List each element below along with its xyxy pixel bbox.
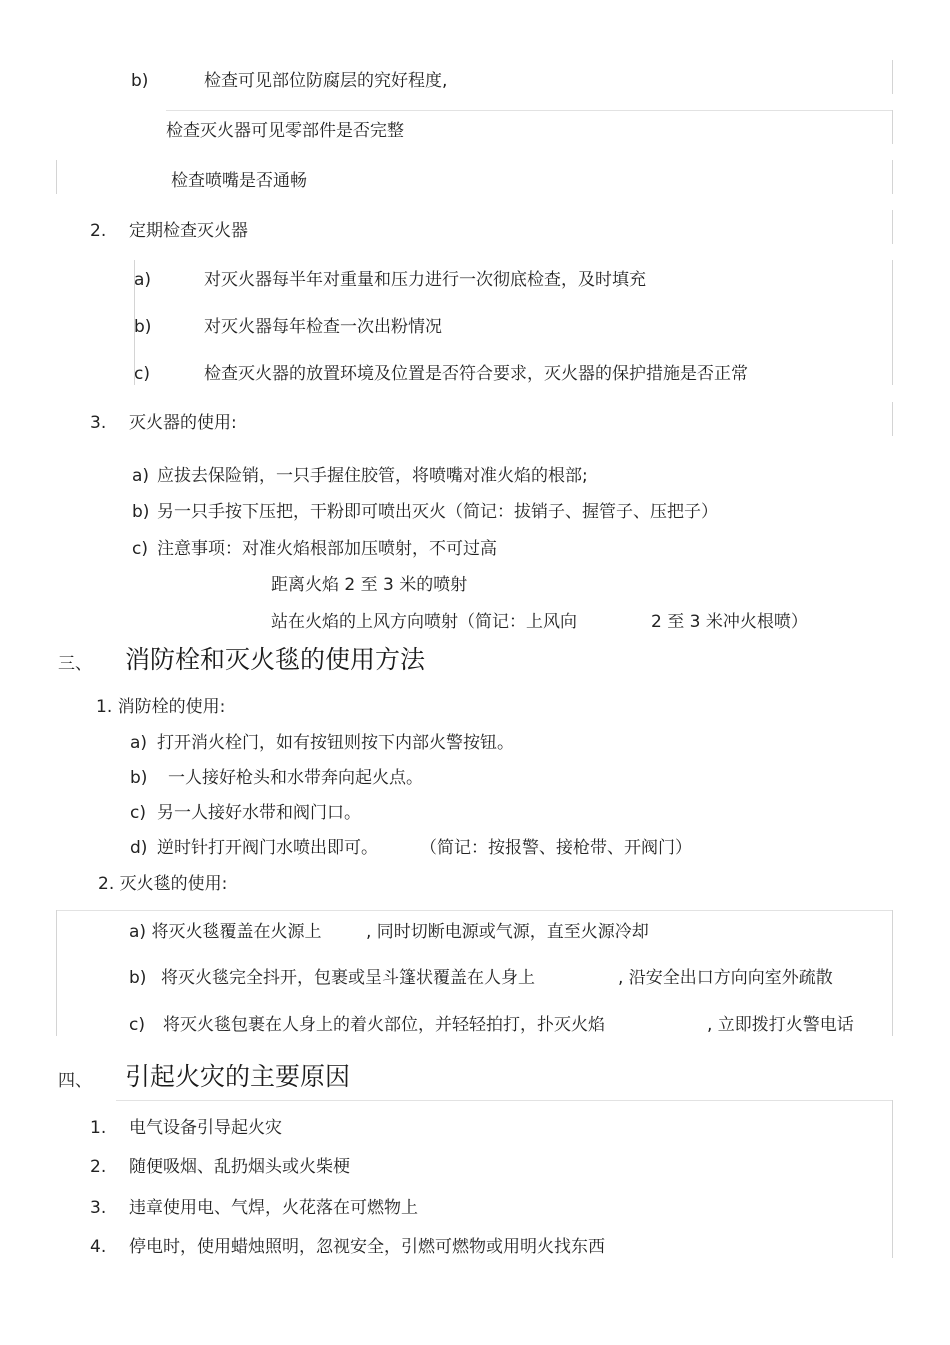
item-label: a)	[130, 733, 148, 753]
cause-item: 停电时，使用蜡烛照明，忽视安全，引燃可燃物或用明火找东西	[129, 1237, 605, 1257]
item-label: a)	[132, 466, 150, 486]
list-number: 2.	[90, 1157, 107, 1177]
border-line	[892, 1100, 893, 1258]
item-label: c)	[130, 803, 146, 823]
border-line	[56, 160, 57, 194]
item-text: , 沿安全出口方向向室外疏散	[618, 968, 833, 988]
item-text: 将灭火毯完全抖开，包裹或呈斗篷状覆盖在人身上	[161, 968, 535, 988]
item-label: c)	[129, 1015, 145, 1035]
item-text: 将灭火毯包裹在人身上的着火部位，并轻轻拍打，扑灭火焰	[163, 1015, 605, 1035]
note-line: 2 至 3 米冲火根喷）	[651, 612, 808, 632]
list-number: 4.	[90, 1237, 107, 1257]
item-text: 一人接好枪头和水带奔向起火点。	[168, 768, 423, 788]
list-title: 定期检查灭火器	[129, 221, 248, 241]
item-label: b)	[131, 71, 149, 91]
list-title: 灭火器的使用:	[129, 413, 237, 433]
border-line	[892, 60, 893, 94]
section-heading: 消防栓和灭火毯的使用方法	[125, 645, 426, 674]
item-label: b)	[132, 502, 150, 522]
item-label: c)	[132, 539, 148, 559]
border-line	[56, 910, 57, 1036]
item-text: 另一人接好水带和阀门口。	[157, 803, 361, 823]
check-line: 检查喷嘴是否通畅	[171, 171, 307, 191]
item-label: d)	[130, 838, 148, 858]
cause-item: 违章使用电、气焊，火花落在可燃物上	[129, 1198, 418, 1218]
cause-item: 随便吸烟、乱扔烟头或火柴梗	[129, 1157, 350, 1177]
border-line	[116, 1100, 892, 1101]
border-line	[892, 160, 893, 194]
item-text: 打开消火栓门，如有按钮则按下内部火警按钮。	[157, 733, 514, 753]
section-number: 三、	[58, 654, 92, 674]
note-line: 站在火焰的上风方向喷射（简记：上风向	[271, 612, 577, 632]
item-label: b)	[134, 317, 152, 337]
check-line: 检查灭火器可见零部件是否完整	[166, 121, 404, 141]
item-text: a) 将灭火毯覆盖在火源上	[129, 922, 322, 942]
item-text: 另一只手按下压把，干粉即可喷出灭火（简记：拔销子、握管子、压把子）	[157, 502, 718, 522]
item-text: 检查灭火器的放置环境及位置是否符合要求，灭火器的保护措施是否正常	[204, 364, 748, 384]
note-line: 距离火焰 2 至 3 米的喷射	[271, 575, 468, 595]
item-text: 对灭火器每半年对重量和压力进行一次彻底检查，及时填充	[204, 270, 646, 290]
border-line	[892, 910, 893, 1036]
item-text: , 立即拨打火警电话	[707, 1015, 854, 1035]
border-line	[56, 910, 892, 911]
item-label: b)	[129, 968, 147, 988]
item-label: c)	[134, 364, 150, 384]
border-line	[892, 402, 893, 436]
memo-text: （简记：按报警、接枪带、开阀门）	[420, 838, 692, 858]
border-line	[892, 110, 893, 144]
item-text: 逆时针打开阀门水喷出即可。	[157, 838, 378, 858]
list-number: 3.	[90, 413, 107, 433]
subsection-title: 2. 灭火毯的使用:	[98, 874, 228, 894]
subsection-title: 1. 消防栓的使用:	[96, 697, 226, 717]
list-number: 2.	[90, 221, 107, 241]
section-heading: 引起火灾的主要原因	[125, 1062, 351, 1091]
item-text: 注意事项：对准火焰根部加压喷射，不可过高	[157, 539, 497, 559]
list-number: 3.	[90, 1198, 107, 1218]
list-number: 1.	[90, 1118, 107, 1138]
border-line	[892, 260, 893, 385]
item-label: a)	[134, 270, 152, 290]
item-label: b)	[130, 768, 148, 788]
item-text: 检查可见部位防腐层的究好程度,	[204, 71, 448, 91]
item-text: , 同时切断电源或气源，直至火源冷却	[366, 922, 649, 942]
border-line	[892, 210, 893, 244]
border-line	[166, 110, 892, 111]
item-text: 对灭火器每年检查一次出粉情况	[204, 317, 442, 337]
section-number: 四、	[58, 1071, 92, 1091]
cause-item: 电气设备引导起火灾	[129, 1118, 282, 1138]
item-text: 应拔去保险销，一只手握住胶管，将喷嘴对准火焰的根部;	[157, 466, 588, 486]
